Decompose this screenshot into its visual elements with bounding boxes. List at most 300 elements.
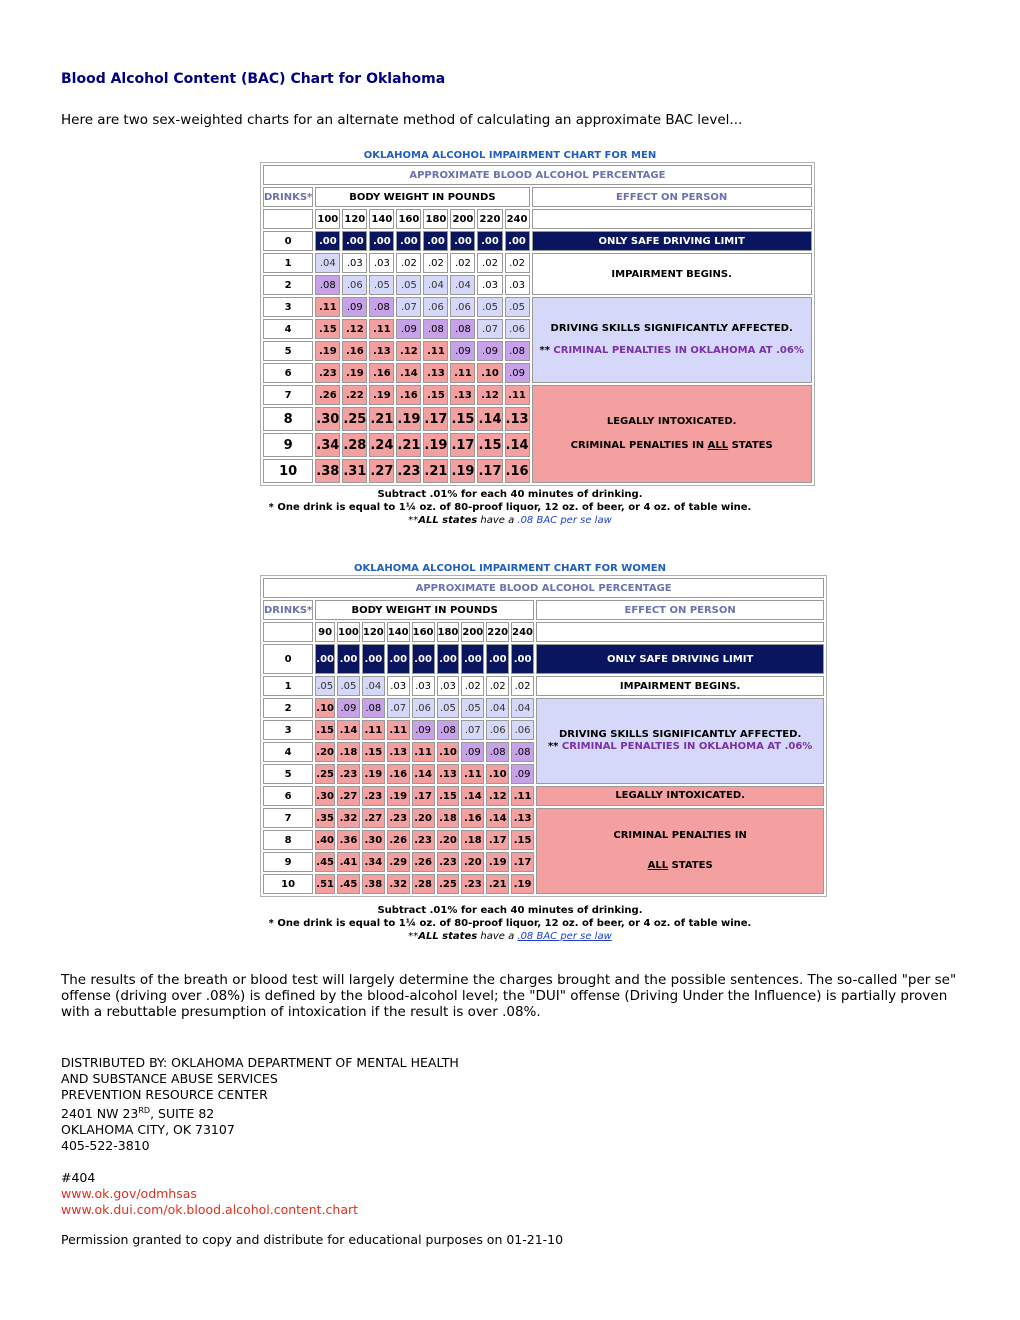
penalty-text xyxy=(533,345,811,357)
penalty-label: CRIMINAL PENALTIES IN xyxy=(570,440,708,451)
distributor-block xyxy=(61,1055,459,1218)
bac-value-cell: .08 xyxy=(369,297,394,317)
states-word: STATES xyxy=(728,440,773,451)
address-sup: RD xyxy=(138,1106,151,1115)
bac-value-cell: .19 xyxy=(486,852,509,872)
bac-value-cell: .27 xyxy=(369,459,394,483)
bac-value-cell: .25 xyxy=(315,764,335,784)
bac-value-cell: .22 xyxy=(342,385,367,405)
drinks-count: 9 xyxy=(263,433,313,457)
bac-value-cell: .20 xyxy=(412,808,435,828)
women-chart-title: OKLAHOMA ALCOHOL IMPAIRMENT CHART FOR WOMEN xyxy=(354,563,666,574)
bac-value-cell: .17 xyxy=(450,433,475,457)
bac-value-cell: .18 xyxy=(461,830,484,850)
bac-value-cell: .14 xyxy=(337,720,360,740)
all-states-text xyxy=(533,440,811,452)
penalty-oklahoma: CRIMINAL PENALTIES IN OKLAHOMA AT .06% xyxy=(561,741,813,752)
women-notes xyxy=(260,904,760,943)
bac-value-cell: .28 xyxy=(412,874,435,894)
note-one-drink: * One drink is equal to 1¼ oz. of 80-proof liquor, 12 oz. of beer, or 4 oz. of table wine. xyxy=(268,918,752,929)
drinks-count: 5 xyxy=(263,764,313,784)
bac-value-cell: .00 xyxy=(477,231,502,251)
bac-value-cell: .16 xyxy=(387,764,410,784)
bac-value-cell: .12 xyxy=(342,319,367,339)
distributor-line: PREVENTION RESOURCE CENTER xyxy=(61,1087,268,1102)
bac-value-cell: .14 xyxy=(505,433,530,457)
effect-impairment: IMPAIRMENT BEGINS. xyxy=(532,253,812,295)
drinks-count: 5 xyxy=(263,341,313,361)
bac-value-cell: .00 xyxy=(437,644,460,674)
bac-value-cell: .26 xyxy=(315,385,340,405)
bac-value-cell: .03 xyxy=(412,676,435,696)
bac-value-cell: .11 xyxy=(362,720,385,740)
bac-value-cell: .14 xyxy=(412,764,435,784)
bac-value-cell: .21 xyxy=(423,459,448,483)
bac-value-cell: .13 xyxy=(511,808,534,828)
bac-value-cell: .09 xyxy=(505,363,530,383)
note-per-se xyxy=(260,514,760,527)
bac-value-cell: .19 xyxy=(315,341,340,361)
bac-value-cell: .10 xyxy=(437,742,460,762)
bac-value-cell: .05 xyxy=(337,676,360,696)
drinks-count: 0 xyxy=(263,644,313,674)
bac-value-cell: .11 xyxy=(412,742,435,762)
weight-cell: 120 xyxy=(342,209,367,229)
bac-value-cell: .30 xyxy=(315,407,340,431)
address-suite: , SUITE 82 xyxy=(150,1106,215,1122)
bac-value-cell: .02 xyxy=(450,253,475,273)
weight-cell: 200 xyxy=(450,209,475,229)
bac-value-cell: .23 xyxy=(362,786,385,806)
weight-header: BODY WEIGHT IN POUNDS xyxy=(315,600,534,620)
bac-value-cell: .08 xyxy=(423,319,448,339)
bac-value-cell: .02 xyxy=(511,676,534,696)
bac-value-cell: .23 xyxy=(396,459,421,483)
bac-value-cell: .05 xyxy=(369,275,394,295)
bac-value-cell: .00 xyxy=(369,231,394,251)
phone-number: 405-522-3810 xyxy=(61,1138,150,1154)
bac-value-cell: .00 xyxy=(423,231,448,251)
all-states-text xyxy=(537,860,823,872)
bac-value-cell: .00 xyxy=(461,644,484,674)
permission-text: Permission granted to copy and distribute for educational purposes on 01-21-10 xyxy=(61,1232,564,1247)
note-stars: ** xyxy=(408,515,419,526)
bac-value-cell: .08 xyxy=(362,698,385,718)
intro-text: Here are two sex-weighted charts for an alternate method of calculating an approximate BAC level... xyxy=(61,112,743,128)
bac-value-cell: .16 xyxy=(342,341,367,361)
penalty-stars: ** xyxy=(547,741,562,752)
weight-cell: 100 xyxy=(315,209,340,229)
bac-value-cell: .45 xyxy=(337,874,360,894)
document-number: #404 xyxy=(61,1170,96,1186)
bac-value-cell: .32 xyxy=(337,808,360,828)
bac-value-cell: .19 xyxy=(396,407,421,431)
bac-value-cell: .40 xyxy=(315,830,335,850)
bac-value-cell: .05 xyxy=(505,297,530,317)
bac-value-cell: .15 xyxy=(511,830,534,850)
bac-value-cell: .12 xyxy=(486,786,509,806)
bac-value-cell: .13 xyxy=(423,363,448,383)
bac-value-cell: .03 xyxy=(369,253,394,273)
bac-value-cell: .09 xyxy=(342,297,367,317)
bac-value-cell: .16 xyxy=(461,808,484,828)
weight-cell: 90 xyxy=(315,622,335,642)
skills-text: DRIVING SKILLS SIGNIFICANTLY AFFECTED. xyxy=(559,729,802,740)
bac-value-cell: .02 xyxy=(486,676,509,696)
effect-legally-intoxicated: LEGALLY INTOXICATED. xyxy=(536,786,824,806)
bac-value-cell: .09 xyxy=(337,698,360,718)
bac-value-cell: .20 xyxy=(315,742,335,762)
bac-value-cell: .21 xyxy=(486,874,509,894)
penalty-stars: ** xyxy=(539,345,554,356)
bac-value-cell: .23 xyxy=(461,874,484,894)
weight-cell: 160 xyxy=(412,622,435,642)
effect-header: EFFECT ON PERSON xyxy=(532,187,812,207)
bac-value-cell: .27 xyxy=(337,786,360,806)
effect-driving-skills xyxy=(536,698,824,784)
drinks-count: 3 xyxy=(263,297,313,317)
bac-value-cell: .00 xyxy=(450,231,475,251)
effect-legally-intoxicated xyxy=(532,385,812,483)
bac-value-cell: .20 xyxy=(461,852,484,872)
drinks-count: 8 xyxy=(263,407,313,431)
all-word: ALL xyxy=(647,860,669,871)
drinks-count: 0 xyxy=(263,231,313,251)
bac-value-cell: .14 xyxy=(477,407,502,431)
bac-value-cell: .16 xyxy=(369,363,394,383)
effect-impairment: IMPAIRMENT BEGINS. xyxy=(536,676,824,696)
bac-value-cell: .14 xyxy=(396,363,421,383)
weight-cell: 140 xyxy=(369,209,394,229)
bac-value-cell: .07 xyxy=(396,297,421,317)
bac-value-cell: .13 xyxy=(450,385,475,405)
bac-value-cell: .15 xyxy=(423,385,448,405)
bac-value-cell: .17 xyxy=(412,786,435,806)
drinks-count: 7 xyxy=(263,385,313,405)
weight-cell: 140 xyxy=(387,622,410,642)
bac-value-cell: .32 xyxy=(387,874,410,894)
note-have-a: have a xyxy=(477,931,518,942)
bac-value-cell: .23 xyxy=(337,764,360,784)
bac-value-cell: .09 xyxy=(412,720,435,740)
men-notes xyxy=(260,488,760,527)
weight-cell: 160 xyxy=(396,209,421,229)
crim-text: CRIMINAL PENALTIES IN xyxy=(613,830,747,841)
bac-value-cell: .25 xyxy=(437,874,460,894)
bac-value-cell: .10 xyxy=(486,764,509,784)
drinks-count: 1 xyxy=(263,253,313,273)
bac-value-cell: .10 xyxy=(315,698,335,718)
address-city: OKLAHOMA CITY, OK 73107 xyxy=(61,1122,235,1138)
bac-value-cell: .09 xyxy=(396,319,421,339)
drinks-header: DRINKS* xyxy=(263,187,313,207)
odmhsas-link[interactable]: www.ok.gov/odmhsas xyxy=(61,1186,197,1202)
bac-value-cell: .35 xyxy=(315,808,335,828)
blank-cell xyxy=(263,622,313,642)
bac-value-cell: .27 xyxy=(362,808,385,828)
bac-value-cell: .02 xyxy=(396,253,421,273)
bac-value-cell: .06 xyxy=(511,720,534,740)
note-all-states: ALL states xyxy=(418,515,478,526)
bac-value-cell: .05 xyxy=(315,676,335,696)
drinks-count: 4 xyxy=(263,742,313,762)
bac-value-cell: .11 xyxy=(423,341,448,361)
bac-value-cell: .11 xyxy=(387,720,410,740)
bac-value-cell: .17 xyxy=(423,407,448,431)
effect-criminal-penalties xyxy=(536,808,824,894)
address-line xyxy=(61,1103,459,1122)
bac-value-cell: .19 xyxy=(369,385,394,405)
bac-chart-link[interactable]: www.ok.dui.com/ok.blood.alcohol.content.chart xyxy=(61,1202,359,1218)
men-bac-table xyxy=(260,162,815,486)
bac-value-cell: .17 xyxy=(477,459,502,483)
effect-driving-skills xyxy=(532,297,812,383)
bac-value-cell: .05 xyxy=(477,297,502,317)
bac-value-cell: .03 xyxy=(477,275,502,295)
bac-value-cell: .18 xyxy=(337,742,360,762)
bac-value-cell: .00 xyxy=(396,231,421,251)
drinks-count: 1 xyxy=(263,676,313,696)
effect-safe-limit: ONLY SAFE DRIVING LIMIT xyxy=(536,644,824,674)
bac-value-cell: .07 xyxy=(461,720,484,740)
bac-value-cell: .15 xyxy=(315,720,335,740)
bac-value-cell: .08 xyxy=(511,742,534,762)
per-se-law-link[interactable]: .08 BAC per se law xyxy=(517,931,612,942)
bac-value-cell: .11 xyxy=(461,764,484,784)
bac-value-cell: .09 xyxy=(511,764,534,784)
bac-value-cell: .03 xyxy=(437,676,460,696)
bac-value-cell: .19 xyxy=(450,459,475,483)
bac-value-cell: .16 xyxy=(396,385,421,405)
distributor-line: DISTRIBUTED BY: OKLAHOMA DEPARTMENT OF MENTAL HEALTH xyxy=(61,1055,459,1070)
bac-value-cell: .07 xyxy=(477,319,502,339)
bac-value-cell: .07 xyxy=(387,698,410,718)
drinks-count: 2 xyxy=(263,275,313,295)
bac-value-cell: .23 xyxy=(315,363,340,383)
bac-value-cell: .24 xyxy=(369,433,394,457)
bac-value-cell: .04 xyxy=(315,253,340,273)
drinks-count: 4 xyxy=(263,319,313,339)
note-have-a: have a xyxy=(477,515,518,526)
drinks-count: 7 xyxy=(263,808,313,828)
bac-value-cell: .36 xyxy=(337,830,360,850)
bac-value-cell: .15 xyxy=(437,786,460,806)
bac-value-cell: .05 xyxy=(396,275,421,295)
note-subtract: Subtract .01% for each 40 minutes of drinking. xyxy=(377,489,643,500)
bac-value-cell: .34 xyxy=(362,852,385,872)
bac-value-cell: .04 xyxy=(486,698,509,718)
bac-value-cell: .30 xyxy=(315,786,335,806)
bac-value-cell: .29 xyxy=(387,852,410,872)
note-one-drink: * One drink is equal to 1¼ oz. of 80-proof liquor, 12 oz. of beer, or 4 oz. of table wine. xyxy=(268,502,752,513)
bac-value-cell: .11 xyxy=(315,297,340,317)
bac-value-cell: .19 xyxy=(387,786,410,806)
bac-value-cell: .08 xyxy=(450,319,475,339)
bac-value-cell: .30 xyxy=(362,830,385,850)
weight-cell: 120 xyxy=(362,622,385,642)
weight-cell: 180 xyxy=(437,622,460,642)
results-paragraph: The results of the breath or blood test will largely determine the charges brought and the possible sentences. The so-called "per se" offense (driving over .08%) is defined by the blood-alcohol level; the "DUI" offense (Driving Under the Influence) is partially proven with a rebuttable presumption of intoxication if the result is over .08%. xyxy=(61,972,957,1020)
penalty-text xyxy=(537,741,823,753)
bac-value-cell: .17 xyxy=(511,852,534,872)
bac-value-cell: .15 xyxy=(450,407,475,431)
bac-value-cell: .00 xyxy=(337,644,360,674)
weight-cell: 240 xyxy=(511,622,534,642)
distributor-line: AND SUBSTANCE ABUSE SERVICES xyxy=(61,1071,278,1086)
bac-value-cell: .15 xyxy=(315,319,340,339)
weight-cell: 220 xyxy=(486,622,509,642)
note-per-se xyxy=(260,930,760,943)
bac-value-cell: .34 xyxy=(315,433,340,457)
legal-text: LEGALLY INTOXICATED. xyxy=(606,416,737,427)
bac-value-cell: .04 xyxy=(450,275,475,295)
bac-value-cell: .08 xyxy=(315,275,340,295)
bac-value-cell: .08 xyxy=(437,720,460,740)
bac-value-cell: .04 xyxy=(511,698,534,718)
approx-header: APPROXIMATE BLOOD ALCOHOL PERCENTAGE xyxy=(263,165,812,185)
per-se-law-link[interactable]: .08 BAC per se law xyxy=(517,515,612,526)
bac-value-cell: .05 xyxy=(437,698,460,718)
bac-value-cell: .12 xyxy=(477,385,502,405)
drinks-count: 10 xyxy=(263,459,313,483)
bac-value-cell: .28 xyxy=(342,433,367,457)
men-chart-title: OKLAHOMA ALCOHOL IMPAIRMENT CHART FOR MEN xyxy=(363,150,657,161)
bac-value-cell: .26 xyxy=(387,830,410,850)
approx-header: APPROXIMATE BLOOD ALCOHOL PERCENTAGE xyxy=(263,578,824,598)
page-title: Blood Alcohol Content (BAC) Chart for Oklahoma xyxy=(61,71,446,87)
bac-value-cell: .38 xyxy=(315,459,340,483)
effect-safe-limit: ONLY SAFE DRIVING LIMIT xyxy=(532,231,812,251)
bac-value-cell: .14 xyxy=(461,786,484,806)
note-subtract: Subtract .01% for each 40 minutes of drinking. xyxy=(377,905,643,916)
weight-cell: 220 xyxy=(477,209,502,229)
bac-value-cell: .02 xyxy=(477,253,502,273)
bac-value-cell: .06 xyxy=(450,297,475,317)
weight-cell: 200 xyxy=(461,622,484,642)
bac-value-cell: .26 xyxy=(412,852,435,872)
bac-value-cell: .06 xyxy=(486,720,509,740)
bac-value-cell: .03 xyxy=(505,275,530,295)
bac-value-cell: .10 xyxy=(477,363,502,383)
bac-value-cell: .13 xyxy=(505,407,530,431)
bac-value-cell: .06 xyxy=(412,698,435,718)
bac-value-cell: .08 xyxy=(505,341,530,361)
bac-value-cell: .08 xyxy=(486,742,509,762)
bac-value-cell: .23 xyxy=(412,830,435,850)
bac-value-cell: .21 xyxy=(396,433,421,457)
all-word: ALL xyxy=(707,440,729,451)
bac-value-cell: .15 xyxy=(477,433,502,457)
blank-cell xyxy=(532,209,812,229)
drinks-count: 9 xyxy=(263,852,313,872)
bac-value-cell: .06 xyxy=(423,297,448,317)
bac-value-cell: .05 xyxy=(461,698,484,718)
bac-value-cell: .12 xyxy=(396,341,421,361)
bac-value-cell: .38 xyxy=(362,874,385,894)
bac-value-cell: .03 xyxy=(387,676,410,696)
bac-value-cell: .06 xyxy=(342,275,367,295)
bac-value-cell: .17 xyxy=(486,830,509,850)
bac-value-cell: .19 xyxy=(362,764,385,784)
blank-cell xyxy=(263,209,313,229)
bac-value-cell: .23 xyxy=(387,808,410,828)
address-street: 2401 NW 23 xyxy=(61,1106,139,1122)
bac-value-cell: .15 xyxy=(362,742,385,762)
bac-value-cell: .16 xyxy=(505,459,530,483)
bac-value-cell: .00 xyxy=(387,644,410,674)
effect-header: EFFECT ON PERSON xyxy=(536,600,824,620)
bac-value-cell: .00 xyxy=(362,644,385,674)
bac-value-cell: .25 xyxy=(342,407,367,431)
bac-value-cell: .41 xyxy=(337,852,360,872)
bac-value-cell: .00 xyxy=(412,644,435,674)
bac-value-cell: .02 xyxy=(461,676,484,696)
bac-value-cell: .23 xyxy=(437,852,460,872)
bac-value-cell: .18 xyxy=(437,808,460,828)
bac-value-cell: .45 xyxy=(315,852,335,872)
bac-value-cell: .02 xyxy=(423,253,448,273)
bac-value-cell: .11 xyxy=(511,786,534,806)
weight-cell: 100 xyxy=(337,622,360,642)
bac-value-cell: .00 xyxy=(315,231,340,251)
weight-cell: 180 xyxy=(423,209,448,229)
bac-value-cell: .04 xyxy=(362,676,385,696)
bac-value-cell: .13 xyxy=(369,341,394,361)
bac-value-cell: .00 xyxy=(342,231,367,251)
drinks-count: 8 xyxy=(263,830,313,850)
weight-header: BODY WEIGHT IN POUNDS xyxy=(315,187,529,207)
drinks-count: 6 xyxy=(263,363,313,383)
penalty-oklahoma: CRIMINAL PENALTIES IN OKLAHOMA AT .06% xyxy=(553,345,804,356)
drinks-count: 6 xyxy=(263,786,313,806)
bac-value-cell: .11 xyxy=(505,385,530,405)
bac-value-cell: .13 xyxy=(387,742,410,762)
skills-text: DRIVING SKILLS SIGNIFICANTLY AFFECTED. xyxy=(550,323,793,334)
bac-value-cell: .02 xyxy=(505,253,530,273)
states-word: STATES xyxy=(668,860,713,871)
bac-value-cell: .09 xyxy=(461,742,484,762)
bac-value-cell: .19 xyxy=(423,433,448,457)
bac-value-cell: .09 xyxy=(450,341,475,361)
bac-value-cell: .09 xyxy=(477,341,502,361)
bac-value-cell: .11 xyxy=(450,363,475,383)
drinks-count: 3 xyxy=(263,720,313,740)
bac-value-cell: .04 xyxy=(423,275,448,295)
note-stars: ** xyxy=(408,931,419,942)
bac-value-cell: .11 xyxy=(369,319,394,339)
bac-value-cell: .21 xyxy=(369,407,394,431)
drinks-count: 2 xyxy=(263,698,313,718)
drinks-header: DRINKS* xyxy=(263,600,313,620)
bac-value-cell: .00 xyxy=(315,644,335,674)
women-bac-table xyxy=(260,575,827,897)
bac-value-cell: .00 xyxy=(486,644,509,674)
bac-value-cell: .19 xyxy=(342,363,367,383)
bac-value-cell: .31 xyxy=(342,459,367,483)
bac-value-cell: .00 xyxy=(505,231,530,251)
blank-cell xyxy=(536,622,824,642)
bac-value-cell: .20 xyxy=(437,830,460,850)
bac-value-cell: .19 xyxy=(511,874,534,894)
bac-value-cell: .14 xyxy=(486,808,509,828)
note-all-states: ALL states xyxy=(418,931,478,942)
bac-value-cell: .03 xyxy=(342,253,367,273)
bac-value-cell: .06 xyxy=(505,319,530,339)
bac-value-cell: .51 xyxy=(315,874,335,894)
weight-cell: 240 xyxy=(505,209,530,229)
bac-value-cell: .00 xyxy=(511,644,534,674)
bac-value-cell: .13 xyxy=(437,764,460,784)
